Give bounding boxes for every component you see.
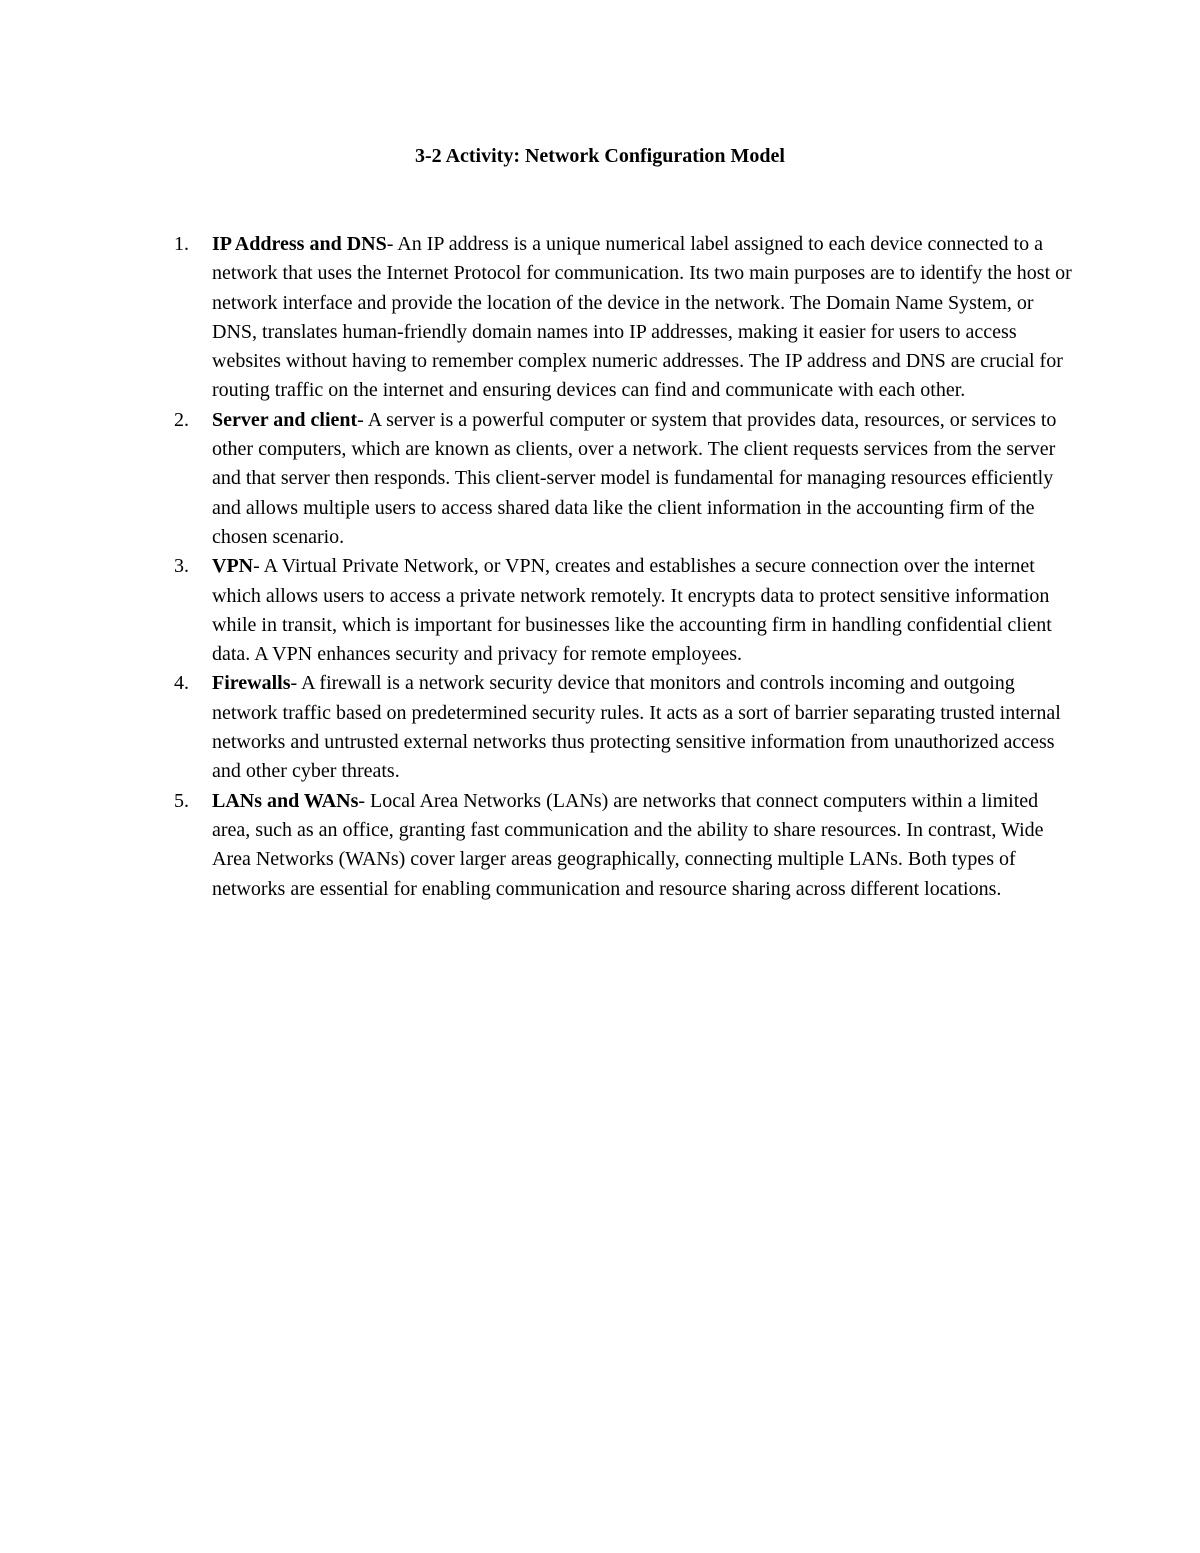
list-item [0, 669, 1072, 786]
item-heading: IP Address and DNS [212, 233, 387, 255]
numbered-list [0, 230, 1200, 904]
item-text: - Local Area Networks (LANs) are networks that connect computers within a limited area, such as an office, granting fast communication and the ability to share resources. In contrast, Wide Area Networks (WANs) cover larger areas geographically, connecting multiple LANs. Both types of networks are essential for enabling communication and resource sharing across different locations. [212, 789, 1044, 900]
list-item [0, 787, 1072, 904]
item-text: - An IP address is a unique numerical label assigned to each device connected to a network that uses the Internet Protocol for communication. Its two main purposes are to identify the host or network interface and provide the location of the device in the network. The Domain Name System, or DNS, translates human-friendly domain names into IP addresses, making it easier for users to access websites without having to remember complex numeric addresses. The IP address and DNS are crucial for routing traffic on the internet and ensuring devices can find and communicate with each other. [212, 233, 1072, 402]
item-number: 1. [174, 233, 189, 255]
item-heading: Server and client [212, 408, 358, 431]
list-item [0, 406, 1072, 552]
item-heading: Firewalls [212, 672, 291, 695]
item-heading: VPN [212, 555, 254, 578]
item-heading: LANs and WANs [212, 789, 359, 812]
item-number: 3. [174, 555, 189, 578]
item-text: - A Virtual Private Network, or VPN, creates and establishes a secure connection over the internet which allows users to access a private network remotely. It encrypts data to protect sensitive information while in transit, which is important for businesses like the accounting firm in handling confidential client data. A VPN enhances security and privacy for remote employees. [212, 555, 1052, 666]
document-title: 3-2 Activity: Network Configuration Model [415, 145, 785, 167]
item-number: 2. [174, 408, 189, 431]
item-text: - A server is a powerful computer or system that provides data, resources, or services to other computers, which are known as clients, over a network. The client requests services from the server and that server then responds. This client-server model is fundamental for managing resources efficiently and allows multiple users to access shared data like the client information in the accounting firm of the chosen scenario. [212, 408, 1057, 548]
item-text: - A firewall is a network security device that monitors and controls incoming and outgoing network traffic based on predetermined security rules. It acts as a sort of barrier separating trusted internal networks and untrusted external networks thus protecting sensitive information from unauthorized access and other cyber threats. [212, 672, 1061, 783]
list-item [0, 552, 1072, 669]
item-number: 4. [174, 672, 189, 695]
list-item [0, 230, 1072, 406]
item-number: 5. [174, 789, 189, 812]
